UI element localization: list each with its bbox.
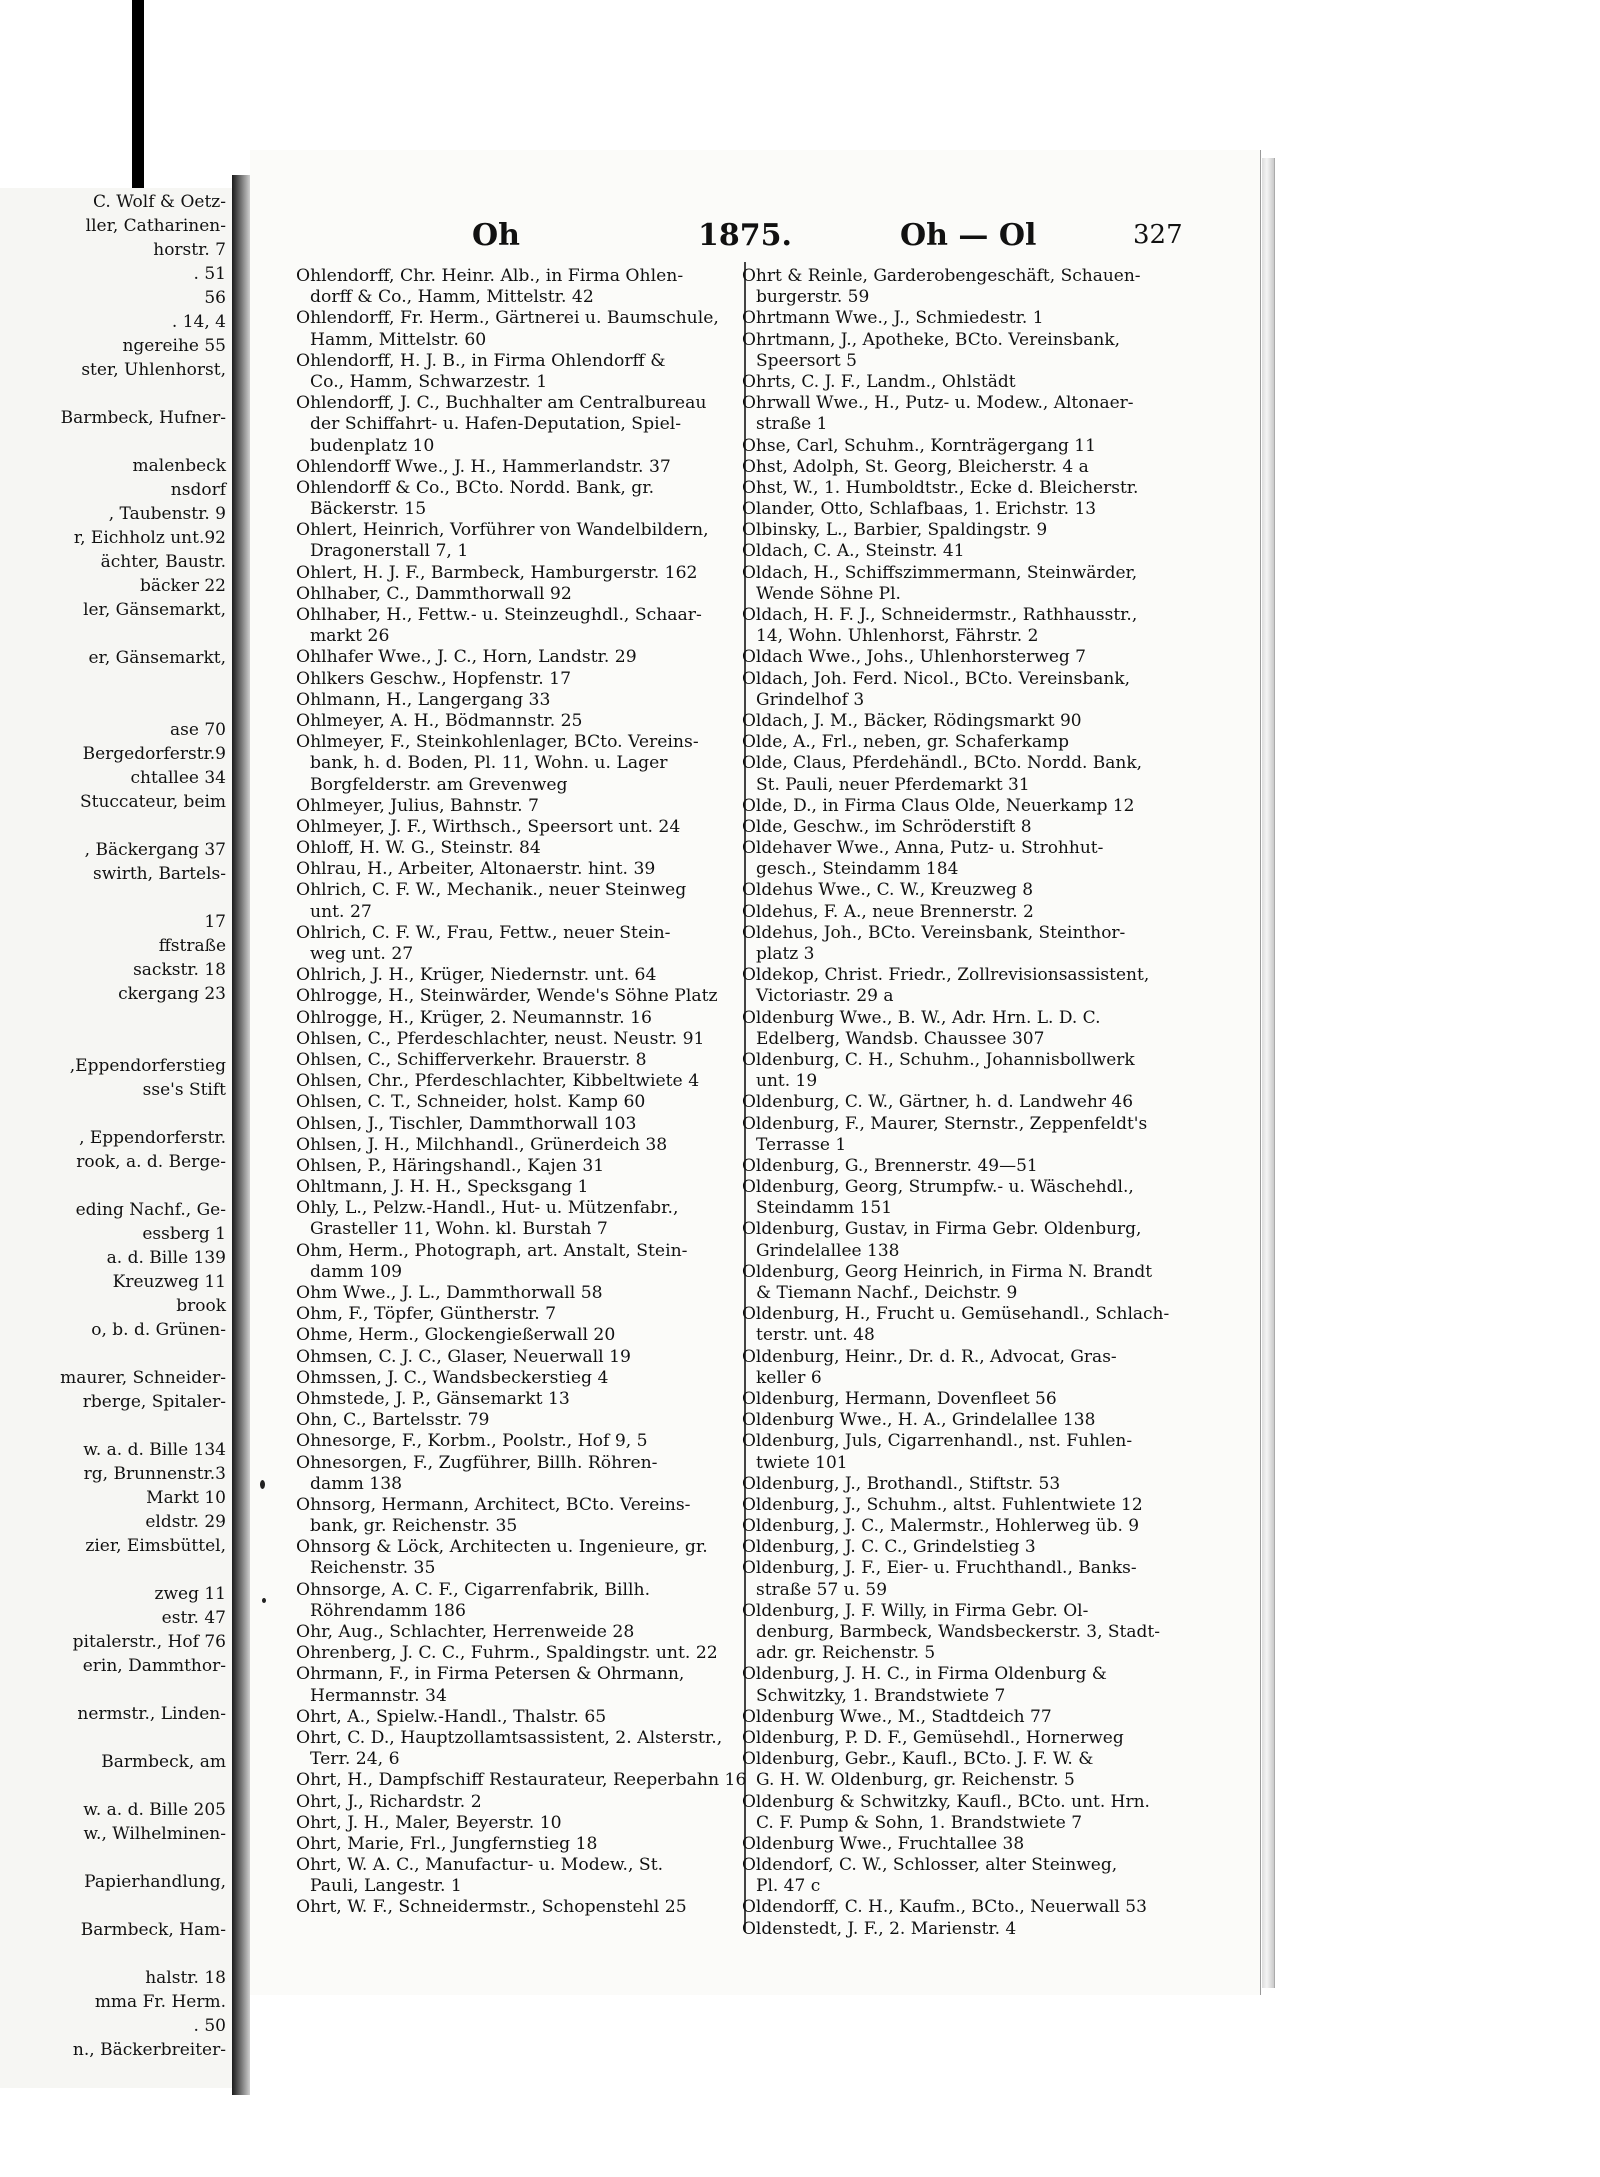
directory-entry-line: Ohlhafer Wwe., J. C., Horn, Landstr. 29 <box>296 647 637 668</box>
left-page-line: zier, Eimsbüttel, <box>85 1536 226 1556</box>
directory-entry-line: Oldenburg, Heinr., Dr. d. R., Advocat, Gras- <box>742 1346 1117 1367</box>
directory-entry-line: Ohlrich, C. F. W., Frau, Fettw., neuer Stein- <box>296 922 671 943</box>
entry-continuation-line: dorff & Co., Hamm, Mittelstr. 42 <box>310 287 594 308</box>
entry-continuation-line: markt 26 <box>310 626 390 647</box>
left-page-line: erin, Dammthor- <box>82 1656 226 1676</box>
left-page-line: ller, Catharinen- <box>85 216 226 236</box>
entry-continuation-line: Pauli, Langestr. 1 <box>310 1876 462 1897</box>
directory-entry-line: Ohrtmann Wwe., J., Schmiedestr. 1 <box>742 308 1044 329</box>
entry-continuation-line: Röhrendamm 186 <box>310 1600 466 1621</box>
page-number: 327 <box>1133 220 1183 250</box>
directory-entry-line: Oldenburg, C. W., Gärtner, h. d. Landwehr 46 <box>742 1092 1134 1113</box>
directory-entry-line: Ohly, L., Pelzw.-Handl., Hut- u. Mützenfabr., <box>296 1198 679 1219</box>
directory-entry-line: Oldach, C. A., Steinstr. 41 <box>742 541 965 562</box>
directory-entry-line: Ohlhaber, H., Fettw.- u. Steinzeughdl., Schaar- <box>296 605 702 625</box>
left-page-line: brook <box>176 1296 226 1316</box>
directory-entry-line: Ohrt, A., Spielw.-Handl., Thalstr. 65 <box>296 1706 607 1727</box>
entry-continuation-line: Hamm, Mittelstr. 60 <box>310 329 487 350</box>
right-page <box>250 150 1261 1995</box>
directory-entry-line: Ohlendorff & Co., BCto. Nordd. Bank, gr. <box>296 477 655 498</box>
left-page-line: ffstraße <box>158 936 226 956</box>
directory-entry-line: Oldenburg Wwe., Fruchtallee 38 <box>742 1833 1025 1854</box>
directory-entry-line: Olde, D., in Firma Claus Olde, Neuerkamp 12 <box>742 795 1135 816</box>
entry-continuation-line: Bäckerstr. 15 <box>310 499 427 520</box>
directory-entry-line: Ohst, Adolph, St. Georg, Bleicherstr. 4 a <box>742 456 1089 477</box>
directory-entry-line: Ohlrich, C. F. W., Mechanik., neuer Steinweg <box>296 880 687 901</box>
entry-continuation-line: Speersort 5 <box>756 350 857 371</box>
directory-entry-line: Oldehus Wwe., C. W., Kreuzweg 8 <box>742 880 1034 901</box>
left-page-line: rberge, Spitaler- <box>82 1392 226 1412</box>
directory-entry-line: Ohlmeyer, J. F., Wirthsch., Speersort unt. 24 <box>296 816 681 837</box>
directory-entry-line: Ohlrogge, H., Krüger, 2. Neumannstr. 16 <box>296 1007 652 1028</box>
directory-entry-line: Ohrt, H., Dampfschiff Restaurateur, Reeperbahn 16 <box>296 1770 747 1791</box>
entry-continuation-line: 14, Wohn. Uhlenhorst, Fährstr. 2 <box>756 626 1039 647</box>
left-page-line: ächter, Baustr. <box>100 552 226 572</box>
directory-entry-line: Ohnsorge, A. C. F., Cigarrenfabrik, Billh. <box>296 1579 651 1600</box>
left-page-line: . 14, 4 <box>171 312 226 332</box>
directory-entry-line: Ohlrau, H., Arbeiter, Altonaerstr. hint. 39 <box>296 859 656 880</box>
directory-entry-line: Oldach, H., Schiffszimmermann, Steinwärder, <box>742 562 1138 583</box>
left-page-line: C. Wolf & Oetz- <box>93 192 226 212</box>
left-page-line: Barmbeck, am <box>101 1752 226 1772</box>
left-page-line: pitalerstr., Hof 76 <box>72 1632 226 1652</box>
left-page <box>0 188 235 2088</box>
entry-continuation-line: bank, h. d. Boden, Pl. 11, Wohn. u. Lager <box>310 753 668 774</box>
entry-continuation-line: platz 3 <box>756 944 815 964</box>
directory-entry-line: Oldenstedt, J. F., 2. Marienstr. 4 <box>742 1918 1017 1939</box>
left-page-line: ase 70 <box>170 720 226 740</box>
directory-entry-line: Oldenburg, H., Frucht u. Gemüsehandl., Schlach- <box>742 1304 1170 1325</box>
directory-entry-line: Ohr, Aug., Schlachter, Herrenweide 28 <box>296 1622 635 1642</box>
entry-continuation-line: Victoriastr. 29 a <box>756 986 894 1007</box>
directory-entry-line: Oldenburg & Schwitzky, Kaufl., BCto. unt. Hrn. <box>742 1791 1150 1812</box>
left-page-line: , Eppendorferstr. <box>79 1128 226 1148</box>
directory-entry-line: Ohlrogge, H., Steinwärder, Wende's Söhne Platz <box>296 986 718 1007</box>
left-page-line: n., Bäckerbreiter- <box>72 2040 226 2060</box>
left-page-line: rook, a. d. Berge- <box>76 1152 226 1172</box>
directory-entry-line: Ohm, Herm., Photograph, art. Anstalt, Stein- <box>296 1240 688 1261</box>
directory-entry-line: Olde, A., Frl., neben, gr. Schaferkamp <box>742 732 1070 753</box>
entry-continuation-line: damm 109 <box>310 1261 403 1282</box>
left-page-line: eding Nachf., Ge- <box>75 1200 226 1220</box>
directory-entry-line: Ohlendorff Wwe., J. H., Hammerlandstr. 37 <box>296 456 671 477</box>
left-page-line: . 50 <box>193 2016 226 2036</box>
entry-continuation-line: Pl. 47 c <box>756 1876 821 1897</box>
directory-entry-line: Ohlsen, Chr., Pferdeschlachter, Kibbeltwiete 4 <box>296 1071 700 1092</box>
entry-continuation-line: Grasteller 11, Wohn. kl. Burstah 7 <box>310 1219 608 1240</box>
left-page-line: ,Eppendorferstieg <box>69 1056 226 1076</box>
directory-entry-line: Ohme, Herm., Glockengießerwall 20 <box>296 1325 616 1346</box>
bookmark-tab <box>132 0 144 190</box>
directory-entry-line: Ohlmeyer, A. H., Bödmannstr. 25 <box>296 710 583 731</box>
left-page-line: malenbeck <box>132 456 226 476</box>
directory-entry-line: Ohlendorff, H. J. B., in Firma Ohlendorff & <box>296 350 666 371</box>
directory-column-left <box>296 266 790 1919</box>
left-page-line: w. a. d. Bille 205 <box>83 1800 226 1820</box>
directory-entry-line: Oldenburg, Hermann, Dovenfleet 56 <box>742 1388 1057 1409</box>
entry-continuation-line: St. Pauli, neuer Pferdemarkt 31 <box>756 774 1030 795</box>
directory-entry-line: Ohloff, H. W. G., Steinstr. 84 <box>296 838 541 859</box>
left-page-line: . 51 <box>193 264 226 284</box>
entry-continuation-line: Grindelallee 138 <box>756 1240 900 1261</box>
entry-continuation-line: Schwitzky, 1. Brandstwiete 7 <box>756 1685 1006 1706</box>
directory-entry-line: Ohlendorff, Fr. Herm., Gärtnerei u. Baumschule, <box>296 308 719 329</box>
directory-column-right <box>742 266 1232 1940</box>
header-range: Oh — Ol <box>900 218 1037 253</box>
left-page-line: chtallee 34 <box>130 768 226 788</box>
directory-entry-line: Ohrt, C. D., Hauptzollamtsassistent, 2. Alsterstr., <box>296 1727 723 1748</box>
directory-entry-line: Ohnesorge, F., Korbm., Poolstr., Hof 9, 5 <box>296 1431 648 1452</box>
directory-entry-line: Ohrt, Marie, Frl., Jungfernstieg 18 <box>296 1833 598 1854</box>
directory-entry-line: Ohm Wwe., J. L., Dammthorwall 58 <box>296 1283 603 1303</box>
entry-continuation-line: burgerstr. 59 <box>756 287 870 308</box>
directory-entry-line: Oldendorf, C. W., Schlosser, alter Steinweg, <box>742 1855 1118 1876</box>
left-page-line: , Taubenstr. 9 <box>108 504 226 524</box>
entry-continuation-line: Wende Söhne Pl. <box>756 583 901 604</box>
left-page-line: zweg 11 <box>154 1584 226 1604</box>
left-page-line: , Bäckergang 37 <box>84 840 226 860</box>
entry-continuation-line: der Schiffahrt- u. Hafen-Deputation, Spiel- <box>310 414 682 435</box>
directory-entry-line: Ohlert, H. J. F., Barmbeck, Hamburgerstr. 162 <box>296 562 698 583</box>
directory-entry-line: Ohlert, Heinrich, Vorführer von Wandelbildern, <box>296 520 709 541</box>
directory-entry-line: Oldach Wwe., Johs., Uhlenhorsterweg 7 <box>742 647 1086 668</box>
directory-entry-line: Ohrt, W. A. C., Manufactur- u. Modew., St. <box>296 1855 664 1876</box>
directory-entry-line: Ohlsen, C., Pferdeschlachter, neust. Neustr. 91 <box>296 1028 705 1049</box>
left-page-line: sse's Stift <box>142 1080 226 1100</box>
left-page-line: Stuccateur, beim <box>79 792 226 812</box>
left-page-line: o, b. d. Grünen- <box>91 1320 226 1340</box>
left-page-line: sackstr. 18 <box>133 960 226 980</box>
entry-continuation-line: Edelberg, Wandsb. Chaussee 307 <box>756 1028 1045 1049</box>
directory-entry-line: Oldenburg Wwe., B. W., Adr. Hrn. L. D. C. <box>742 1007 1101 1028</box>
left-page-line: maurer, Schneider- <box>60 1368 226 1388</box>
directory-entry-line: Ohlkers Geschw., Hopfenstr. 17 <box>296 668 572 689</box>
left-page-line: w., Wilhelminen- <box>83 1824 226 1844</box>
entry-continuation-line: Grindelhof 3 <box>756 689 865 710</box>
left-page-line: eldstr. 29 <box>145 1512 226 1532</box>
directory-entry-line: Ohlrich, J. H., Krüger, Niedernstr. unt. 64 <box>296 965 657 986</box>
directory-entry-line: Ohlsen, C. T., Schneider, holst. Kamp 60 <box>296 1092 646 1113</box>
directory-entry-line: Ohnesorgen, F., Zugführer, Billh. Röhren- <box>296 1452 658 1473</box>
left-page-line: a. d. Bille 139 <box>106 1248 226 1268</box>
directory-entry-line: Oldenburg Wwe., H. A., Grindelallee 138 <box>742 1410 1096 1431</box>
left-page-line: er, Gänsemarkt, <box>88 648 226 668</box>
left-page-line: Barmbeck, Ham- <box>80 1920 226 1940</box>
book-binding <box>232 175 250 2095</box>
directory-entry-line: Olde, Claus, Pferdehändl., BCto. Nordd. Bank, <box>742 753 1143 774</box>
left-page-line: 17 <box>204 912 226 932</box>
left-page-line: essberg 1 <box>142 1224 226 1244</box>
directory-entry-line: Ohrmann, F., in Firma Petersen & Ohrmann, <box>296 1664 685 1685</box>
directory-entry-line: Ohrts, C. J. F., Landm., Ohlstädt <box>742 371 1016 392</box>
entry-continuation-line: straße 1 <box>756 414 828 435</box>
directory-entry-line: Oldenburg, C. H., Schuhm., Johannisbollwerk <box>742 1049 1135 1070</box>
directory-entry-line: Oldenburg, F., Maurer, Sternstr., Zeppenfeldt's <box>742 1113 1148 1134</box>
directory-entry-line: Ohlmeyer, Julius, Bahnstr. 7 <box>296 795 539 816</box>
entry-continuation-line: C. F. Pump & Sohn, 1. Brandstwiete 7 <box>756 1812 1083 1833</box>
directory-entry-line: Ohnsorg & Löck, Architecten u. Ingenieure, gr. <box>296 1537 708 1558</box>
left-page-line: nsdorf <box>170 480 226 500</box>
directory-entry-line: Ohrt, W. F., Schneidermstr., Schopenstehl 25 <box>296 1897 687 1918</box>
left-page-line: Bergedorferstr.9 <box>82 744 226 764</box>
print-speck <box>262 1598 266 1603</box>
directory-entry-line: Ohrenberg, J. C. C., Fuhrm., Spaldingstr. unt. 22 <box>296 1643 718 1664</box>
directory-entry-line: Ohrtmann, J., Apotheke, BCto. Vereinsbank, <box>742 329 1121 350</box>
directory-entry-line: Ohst, W., 1. Humboldtstr., Ecke d. Bleicherstr. <box>742 477 1139 498</box>
directory-entry-line: Ohlendorff, J. C., Buchhalter am Centralbureau <box>296 393 707 414</box>
directory-entry-line: Olander, Otto, Schlafbaas, 1. Erichstr. 13 <box>742 499 1097 520</box>
directory-entry-line: Oldach, J. M., Bäcker, Rödingsmarkt 90 <box>742 710 1082 731</box>
header-year: 1875. <box>698 218 792 253</box>
left-page-line: Papierhandlung, <box>84 1872 226 1892</box>
directory-entry-line: Oldenburg, J., Brothandl., Stiftstr. 53 <box>742 1473 1061 1494</box>
left-page-line: ler, Gänsemarkt, <box>83 600 226 620</box>
directory-entry-line: Ohlmeyer, F., Steinkohlenlager, BCto. Vereins- <box>296 732 699 753</box>
directory-entry-line: Oldehaver Wwe., Anna, Putz- u. Strohhut- <box>742 838 1104 859</box>
directory-entry-line: Ohrt, J. H., Maler, Beyerstr. 10 <box>296 1812 562 1833</box>
directory-entry-line: Oldach, Joh. Ferd. Nicol., BCto. Vereinsbank, <box>742 668 1131 689</box>
entry-continuation-line: & Tiemann Nachf., Deichstr. 9 <box>756 1283 1018 1303</box>
directory-entry-line: Oldekop, Christ. Friedr., Zollrevisionsassistent, <box>742 965 1150 986</box>
left-page-line: Markt 10 <box>146 1488 226 1508</box>
left-page-line: ckergang 23 <box>118 984 226 1004</box>
directory-entry-line: Ohlsen, J. H., Milchhandl., Grünerdeich 38 <box>296 1134 668 1155</box>
directory-entry-line: Ohmsen, C. J. C., Glaser, Neuerwall 19 <box>296 1346 631 1367</box>
directory-entry-line: Oldenburg, Georg, Strumpfw.- u. Wäschehdl., <box>742 1177 1134 1198</box>
directory-entry-line: Oldenburg, J. C. C., Grindelstieg 3 <box>742 1537 1036 1558</box>
entry-continuation-line: Terrasse 1 <box>756 1134 847 1155</box>
entry-continuation-line: terstr. unt. 48 <box>756 1325 875 1346</box>
entry-continuation-line: Steindamm 151 <box>756 1198 893 1219</box>
directory-entry-line: Olde, Geschw., im Schröderstift 8 <box>742 816 1032 837</box>
entry-continuation-line: adr. gr. Reichenstr. 5 <box>756 1643 936 1664</box>
entry-continuation-line: bank, gr. Reichenstr. 35 <box>310 1516 518 1537</box>
left-page-line: halstr. 18 <box>145 1968 226 1988</box>
entry-continuation-line: Borgfelderstr. am Grevenweg <box>310 774 568 795</box>
directory-entry-line: Oldenburg, J., Schuhm., altst. Fuhlentwiete 12 <box>742 1494 1143 1515</box>
entry-continuation-line: Reichenstr. 35 <box>310 1558 436 1579</box>
directory-entry-line: Ohnsorg, Hermann, Architect, BCto. Vereins- <box>296 1494 691 1515</box>
directory-entry-line: Ohlsen, P., Häringshandl., Kajen 31 <box>296 1155 605 1176</box>
entry-continuation-line: straße 57 u. 59 <box>756 1579 888 1600</box>
entry-continuation-line: damm 138 <box>310 1473 403 1494</box>
entry-continuation-line: Hermannstr. 34 <box>310 1685 447 1706</box>
directory-entry-line: Oldenburg, P. D. F., Gemüsehdl., Hornerweg <box>742 1727 1124 1748</box>
directory-entry-line: Olbinsky, L., Barbier, Spaldingstr. 9 <box>742 520 1048 541</box>
directory-entry-line: Oldenburg, Gustav, in Firma Gebr. Oldenburg, <box>742 1219 1142 1240</box>
directory-entry-line: Ohm, F., Töpfer, Güntherstr. 7 <box>296 1304 557 1325</box>
left-page-line: r, Eichholz unt.92 <box>73 528 226 548</box>
directory-entry-line: Oldendorff, C. H., Kaufm., BCto., Neuerwall 53 <box>742 1897 1147 1918</box>
directory-entry-line: Ohmssen, J. C., Wandsbeckerstieg 4 <box>296 1367 609 1388</box>
left-page-line: Kreuzweg 11 <box>112 1272 226 1292</box>
directory-entry-line: Oldenburg Wwe., M., Stadtdeich 77 <box>742 1706 1052 1727</box>
entry-continuation-line: gesch., Steindamm 184 <box>756 859 959 880</box>
directory-entry-line: Oldenburg, J. F., Eier- u. Fruchthandl., Banks- <box>742 1558 1137 1579</box>
directory-entry-line: Oldehus, Joh., BCto. Vereinsbank, Steinthor- <box>742 922 1126 943</box>
header-letters: Oh <box>472 218 520 253</box>
entry-continuation-line: weg unt. 27 <box>310 944 414 964</box>
directory-entry-line: Ohltmann, J. H. H., Specksgang 1 <box>296 1177 589 1198</box>
directory-entry-line: Oldenburg, J. C., Malermstr., Hohlerweg üb. 9 <box>742 1516 1140 1537</box>
entry-continuation-line: unt. 27 <box>310 901 372 922</box>
directory-entry-line: Oldach, H. F. J., Schneidermstr., Rathhausstr., <box>742 605 1138 625</box>
directory-entry-line: Ohlsen, J., Tischler, Dammthorwall 103 <box>296 1113 637 1134</box>
directory-entry-line: Ohrt & Reinle, Garderobengeschäft, Schauen- <box>742 266 1141 286</box>
page-edge <box>1262 158 1275 1988</box>
directory-entry-line: Oldenburg, G., Brennerstr. 49—51 <box>742 1155 1038 1176</box>
entry-continuation-line: unt. 19 <box>756 1071 818 1092</box>
directory-entry-line: Ohn, C., Bartelsstr. 79 <box>296 1410 490 1431</box>
left-page-line: rg, Brunnenstr.3 <box>83 1464 226 1484</box>
left-page-line: nermstr., Linden- <box>77 1704 226 1724</box>
directory-entry-line: Oldenburg, Georg Heinrich, in Firma N. Brandt <box>742 1261 1153 1282</box>
left-page-line: swirth, Bartels- <box>93 864 226 884</box>
entry-continuation-line: twiete 101 <box>756 1452 848 1473</box>
directory-entry-line: Ohlendorff, Chr. Heinr. Alb., in Firma Ohlen- <box>296 266 684 286</box>
print-speck <box>260 1480 265 1489</box>
entry-continuation-line: G. H. W. Oldenburg, gr. Reichenstr. 5 <box>756 1770 1075 1791</box>
left-page-line: w. a. d. Bille 134 <box>83 1440 226 1460</box>
left-page-line: horstr. 7 <box>153 240 226 260</box>
entry-continuation-line: budenplatz 10 <box>310 435 435 456</box>
entry-continuation-line: Dragonerstall 7, 1 <box>310 541 469 562</box>
directory-entry-line: Ohmstede, J. P., Gänsemarkt 13 <box>296 1388 570 1409</box>
left-page-line: ngereihe 55 <box>122 336 226 356</box>
directory-entry-line: Ohrt, J., Richardstr. 2 <box>296 1791 482 1812</box>
left-page-line: estr. 47 <box>161 1608 226 1628</box>
directory-entry-line: Ohlsen, C., Schifferverkehr. Brauerstr. 8 <box>296 1049 647 1070</box>
left-page-line: ster, Uhlenhorst, <box>81 360 226 380</box>
directory-entry-line: Ohse, Carl, Schuhm., Kornträgergang 11 <box>742 435 1096 456</box>
left-page-line: Barmbeck, Hufner- <box>60 408 226 428</box>
left-page-line: 56 <box>204 288 226 308</box>
directory-entry-line: Oldenburg, J. H. C., in Firma Oldenburg & <box>742 1664 1107 1685</box>
entry-continuation-line: denburg, Barmbeck, Wandsbeckerstr. 3, Stadt- <box>756 1622 1160 1642</box>
directory-entry-line: Oldenburg, Juls, Cigarrenhandl., nst. Fuhlen- <box>742 1431 1133 1452</box>
directory-entry-line: Oldehus, F. A., neue Brennerstr. 2 <box>742 901 1034 922</box>
directory-entry-line: Oldenburg, J. F. Willy, in Firma Gebr. Ol- <box>742 1600 1089 1621</box>
directory-entry-line: Oldenburg, Gebr., Kaufl., BCto. J. F. W. & <box>742 1749 1094 1770</box>
directory-entry-line: Ohlmann, H., Langergang 33 <box>296 689 551 710</box>
entry-continuation-line: Co., Hamm, Schwarzestr. 1 <box>310 371 548 392</box>
left-page-line: bäcker 22 <box>139 576 226 596</box>
entry-continuation-line: Terr. 24, 6 <box>310 1749 400 1770</box>
entry-continuation-line: keller 6 <box>756 1367 822 1388</box>
directory-entry-line: Ohrwall Wwe., H., Putz- u. Modew., Altonaer- <box>742 393 1134 414</box>
left-page-line: mma Fr. Herm. <box>94 1992 226 2012</box>
page-header <box>250 218 1260 258</box>
directory-entry-line: Ohlhaber, C., Dammthorwall 92 <box>296 583 572 604</box>
